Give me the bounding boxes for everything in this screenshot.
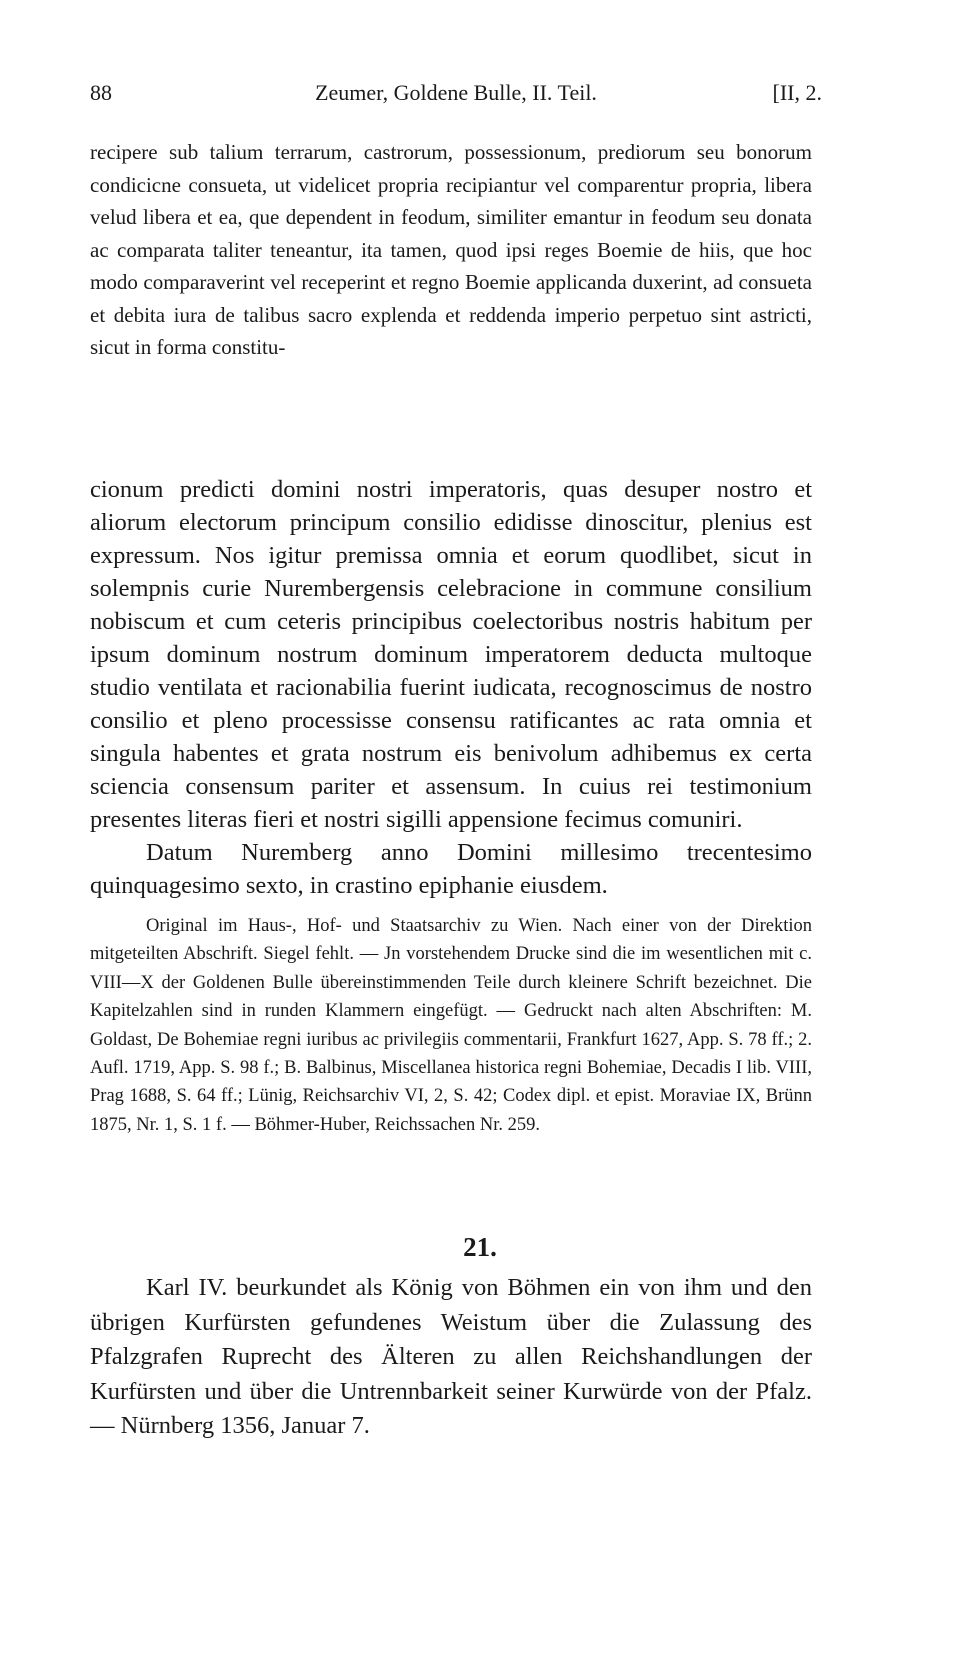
source-notes bbox=[90, 912, 812, 1139]
page-header bbox=[90, 80, 822, 112]
body-paragraph: recipere sub talium terrarum, castrorum, possessionum, prediorum seu bonorum condicicne consueta, ut videlicet propria recipiantur vel comparentur propria, libera velud libera et ea, que dependent in feodum, similiter emantur in feodum seu donata ac comparata taliter teneantur, ita tamen, quod ipsi reges Boemie de hiis, que hoc modo comparaverint vel receperint et regno Boemie applicanda duxerint, ad consueta et debita iura de talibus sacro explenda et reddenda imperio perpetuo sint astricti, sicut in forma constitu- bbox=[90, 140, 812, 359]
document-number: 21. bbox=[463, 1232, 497, 1262]
large-print-passage bbox=[90, 473, 812, 902]
page-number: 88 bbox=[90, 80, 112, 105]
document-heading bbox=[90, 1271, 812, 1444]
section-mark: [II, 2. bbox=[772, 80, 822, 105]
dating-clause: Datum Nuremberg anno Domini millesimo trecentesimo quinquagesimo sexto, in crastino epiphanie eiusdem. bbox=[90, 839, 812, 899]
small-print-passage bbox=[90, 136, 812, 364]
document-title: Karl IV. beurkundet als König von Böhmen ein von ihm und den übrigen Kurfürsten gefundenes Weistum über die Zulassung des Pfalzgrafen Ruprecht des Älteren zu allen Reichshandlungen der Kurfürsten und über die Untrennbarkeit seiner Kurwürde von der Pfalz. — Nürnberg 1356, Januar 7. bbox=[90, 1274, 812, 1439]
source-note: Original im Haus-, Hof- und Staatsarchiv zu Wien. Nach einer von der Direktion mitgeteilten Abschrift. Siegel fehlt. — Jn vorstehendem Drucke sind die im wesentlichen mit c. VIII—X der Goldenen Bulle übereinstimmenden Teile durch kleinere Schrift bezeichnet. Die Kapitelzahlen sind in runden Klammern eingefügt. — Gedruckt nach alten Abschriften: M. Goldast, De Bohemiae regni iuribus ac privilegiis commentarii, Frankfurt 1627, App. S. 78 ff.; 2. Aufl. 1719, App. S. 98 f.; B. Balbinus, Miscellanea historica regni Bohemiae, Decadis I lib. VIII, Prag 1688, S. 64 ff.; Lünig, Reichsarchiv VI, 2, S. 42; Codex dipl. et epist. Moraviae IX, Brünn 1875, Nr. 1, S. 1 f. — Böhmer-Huber, Reichssachen Nr. 259. bbox=[90, 916, 812, 1135]
large-paragraph: cionum predicti domini nostri imperatoris, quas desuper nostro et aliorum electorum principum consilio edidisse dinoscitur, plenius est expressum. Nos igitur premissa omnia et eorum quodlibet, sicut in solempnis curie Nurembergensis celebracione in commune consilium nobiscum et cum ceteris principibus coelectoribus nostris habitum per ipsum dominum nostrum dominum imperatorem deducta multoque studio ventilata et racionabilia fuerint iudicata, recognoscimus de nostro consilio et pleno processisse consensu ratificantes ac rata omnia et singula habentes et grata nostrum eis benivolum adhibemus ex certa sciencia consensum pariter et assensum. In cuius rei testimonium presentes literas fieri et nostri sigilli appensione fecimus comuniri. bbox=[90, 476, 812, 833]
running-title: Zeumer, Goldene Bulle, II. Teil. bbox=[315, 80, 597, 105]
